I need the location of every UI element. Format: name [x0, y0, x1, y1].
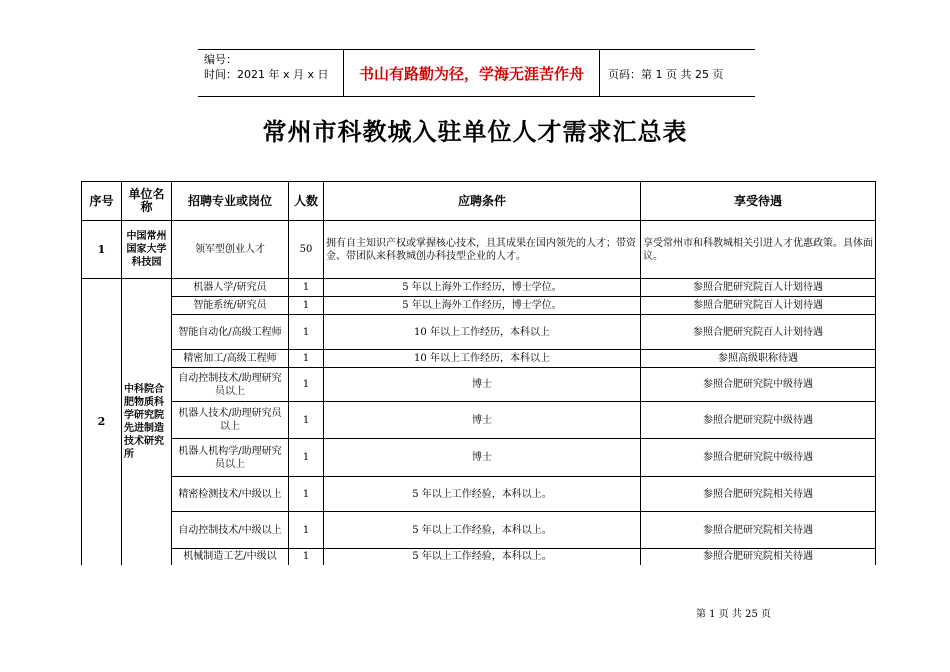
row-position: 精密加工/高级工程师 [172, 350, 289, 368]
table-row [82, 221, 876, 279]
row-position: 机器人机构学/助理研究员以上 [172, 439, 289, 477]
table-header-row [82, 182, 876, 221]
row-benefit: 参照合肥研究院相关待遇 [641, 477, 876, 512]
row-count: 1 [289, 439, 324, 477]
row-count: 1 [289, 477, 324, 512]
row-position: 精密检测技术/中级以上 [172, 477, 289, 512]
row-count: 1 [289, 512, 324, 549]
table-row [82, 368, 876, 402]
row-count: 1 [289, 549, 324, 565]
row-condition: 5 年以上海外工作经历，博士学位。 [324, 297, 641, 315]
row-condition: 博士 [324, 368, 641, 402]
row-benefit: 参照合肥研究院中级待遇 [641, 402, 876, 439]
header-condition: 应聘条件 [324, 182, 641, 221]
header-unit-name: 单位名称 [122, 182, 172, 221]
row-count: 1 [289, 315, 324, 350]
row-condition: 博士 [324, 439, 641, 477]
row-benefit: 参照合肥研究院相关待遇 [641, 549, 876, 565]
talent-demand-table [81, 181, 876, 565]
row-seq: 2 [82, 279, 122, 565]
table-row [82, 297, 876, 315]
row-condition: 博士 [324, 402, 641, 439]
header-meta [204, 52, 329, 82]
row-count: 1 [289, 350, 324, 368]
header-motto: 书山有路勤为径，学海无涯苦作舟 [343, 50, 600, 96]
row-seq: 1 [82, 221, 122, 279]
table-row [82, 549, 876, 565]
row-position: 领军型创业人才 [172, 221, 289, 279]
row-benefit: 参照合肥研究院百人计划待遇 [641, 297, 876, 315]
row-condition: 5 年以上工作经验，本科以上。 [324, 477, 641, 512]
row-count: 1 [289, 279, 324, 297]
row-condition: 5 年以上海外工作经历，博士学位。 [324, 279, 641, 297]
row-condition: 10 年以上工作经历，本科以上 [324, 350, 641, 368]
row-condition: 拥有自主知识产权或掌握核心技术，且其成果在国内领先的人才；带资金、带团队来科教城创办科技型企业的人才。 [324, 221, 641, 279]
row-unit-name: 中科院合肥物质科学研究院先进制造技术研究所 [122, 279, 172, 565]
table-row [82, 439, 876, 477]
header-count: 人数 [289, 182, 324, 221]
row-count: 1 [289, 368, 324, 402]
row-unit-name: 中国常州国家大学科技园 [122, 221, 172, 279]
table-row [82, 279, 876, 297]
row-benefit: 参照高级职称待遇 [641, 350, 876, 368]
page-header [198, 49, 755, 97]
table-row [82, 350, 876, 368]
row-count: 1 [289, 297, 324, 315]
row-benefit: 参照合肥研究院中级待遇 [641, 439, 876, 477]
document-title: 常州市科教城入驻单位人才需求汇总表 [262, 117, 688, 146]
page-footer: 第 1 页 共 25 页 [696, 609, 771, 620]
row-position: 自动控制技术/助理研究员以上 [172, 368, 289, 402]
row-benefit: 参照合肥研究院中级待遇 [641, 368, 876, 402]
row-benefit: 参照合肥研究院相关待遇 [641, 512, 876, 549]
header-page-number: 页码：第 1 页 共 25 页 [608, 68, 724, 81]
row-position: 机器人学/研究员 [172, 279, 289, 297]
row-position: 智能系统/研究员 [172, 297, 289, 315]
row-count: 1 [289, 402, 324, 439]
header-seq: 序号 [82, 182, 122, 221]
row-condition: 5 年以上工作经验，本科以上。 [324, 549, 641, 565]
row-position: 自动控制技术/中级以上 [172, 512, 289, 549]
table-row [82, 402, 876, 439]
table-row [82, 477, 876, 512]
row-position: 机器人技术/助理研究员以上 [172, 402, 289, 439]
table-row [82, 512, 876, 549]
row-position: 机械制造工艺/中级以 [172, 549, 289, 565]
row-benefit: 参照合肥研究院百人计划待遇 [641, 279, 876, 297]
row-condition: 10 年以上工作经历，本科以上 [324, 315, 641, 350]
row-benefit: 参照合肥研究院百人计划待遇 [641, 315, 876, 350]
row-count: 50 [289, 221, 324, 279]
header-benefit: 享受待遇 [641, 182, 876, 221]
header-position: 招聘专业或岗位 [172, 182, 289, 221]
table-row [82, 315, 876, 350]
row-position: 智能自动化/高级工程师 [172, 315, 289, 350]
row-benefit: 享受常州市和科教城相关引进人才优惠政策。具体面议。 [641, 221, 876, 279]
row-condition: 5 年以上工作经验，本科以上。 [324, 512, 641, 549]
document-number-label: 编号： [204, 53, 237, 66]
document-time-label: 时间：2021 年 x 月 x 日 [204, 68, 329, 81]
